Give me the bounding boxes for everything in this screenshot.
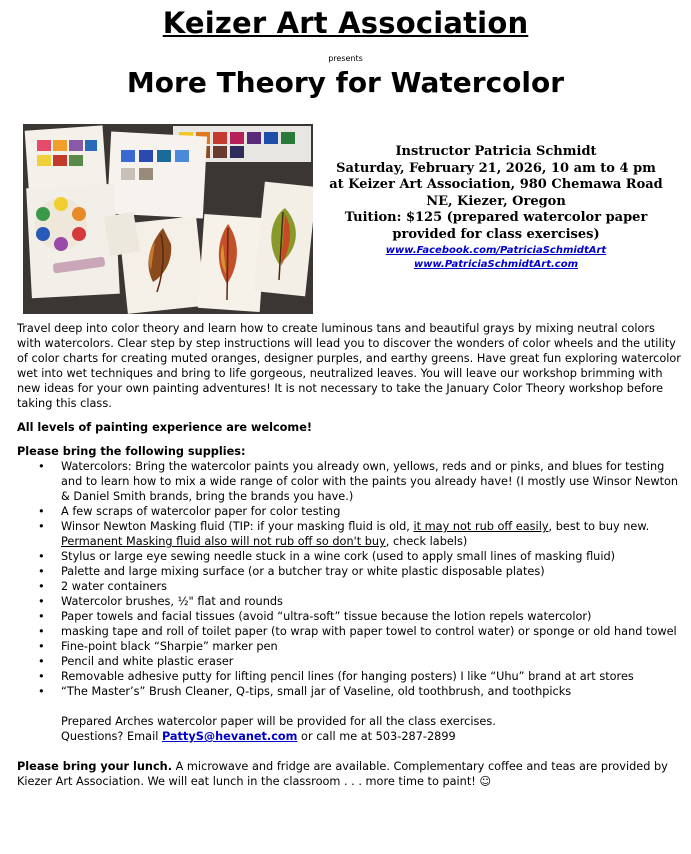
levels-note: All levels of painting experience are welcome!	[17, 421, 313, 434]
supply-item: • 2 water containers	[61, 579, 682, 594]
supply-item: • Fine-point black “Sharpie” marker pen	[61, 639, 682, 654]
supply-item: • Removable adhesive putty for lifting pencil lines (for hanging posters) I like “Uhu” brand at art stores	[61, 669, 682, 684]
supply-item: • Stylus or large eye sewing needle stuck in a wine cork (used to apply small lines of masking fluid)	[61, 549, 682, 564]
lunch-text: A microwave and fridge are available. Complementary coffee and teas are provided by Kiezer Art Association. We will eat lunch in the classroom . . . more time to paint! ☺	[17, 760, 668, 788]
workshop-title: More Theory for Watercolor	[126, 66, 565, 99]
supply-item-underlined: Permanent Masking fluid also will not rub off so don't buy	[61, 535, 386, 548]
supply-item-text: Winsor Newton Masking fluid (TIP: if your masking fluid is old,	[61, 520, 414, 533]
lunch-note	[17, 759, 682, 789]
location-line-1: at Keizer Art Association, 980 Chemawa Road	[329, 177, 663, 192]
lunch-heading: Please bring your lunch.	[17, 760, 173, 773]
paper-note: Prepared Arches watercolor paper will be provided for all the class exercises.	[61, 715, 496, 728]
questions-label: Questions? Email	[61, 730, 162, 743]
workshop-photo	[23, 124, 313, 314]
supply-item: • Watercolors: Bring the watercolor paints you already own, yellows, reds and or pinks, and blues for testing and to learn how to mix a wide range of color with the paints you already have! (I mostly use Winsor Newton & Daniel Smith brands, bring the brands you have.)	[61, 459, 682, 504]
tuition-line-1: Tuition: $125 (prepared watercolor paper	[344, 210, 648, 225]
description-paragraph: Travel deep into color theory and learn how to create luminous tans and beautiful grays by mixing neutral colors with watercolors. Clear step by step instructions will lead you to discover the wonders of color wheels and the utility of color charts for creating muted oranges, designer purples, and earthy greens. Have great fun exploring watercolor wet into wet techniques and bring to life gorgeous, neutralized leaves. You will leave our workshop brimming with new ideas for your own painting adventures! It is not necessary to take the January Color Theory workshop before taking this class.	[17, 322, 681, 410]
email-link[interactable]: PattyS@hevanet.com	[161, 730, 298, 743]
watercolor-collage-image	[23, 124, 313, 314]
supply-item: • “The Master’s” Brush Cleaner, Q-tips, small jar of Vaseline, old toothbrush, and toothpicks	[61, 684, 682, 699]
supply-item: • Paper towels and facial tissues (avoid “ultra-soft” tissue because the lotion repels watercolor)	[61, 609, 682, 624]
supply-item-underlined: it may not rub off easily	[413, 520, 549, 533]
instructor-line: Instructor Patricia Schmidt	[395, 144, 597, 159]
tuition-line-2: provided for class exercises)	[392, 226, 600, 242]
supply-item-text: , check labels)	[385, 535, 468, 548]
website-link[interactable]: www.PatriciaSchmidtArt.com	[413, 259, 579, 270]
supplies-list	[17, 459, 682, 699]
body-text	[17, 321, 682, 789]
facebook-link[interactable]: www.Facebook.com/PatriciaSchmidtArt	[385, 245, 607, 256]
supplies-heading: Please bring the following supplies:	[17, 445, 246, 458]
event-info	[318, 144, 674, 272]
supply-item: • Pencil and white plastic eraser	[61, 654, 682, 669]
phone-text: or call me at 503-287-2899	[297, 730, 456, 743]
location-line-2: NE, Kiezer, Oregon	[426, 193, 566, 209]
supply-item: • masking tape and roll of toilet paper (to wrap with paper towel to control water) or sponge or old hand towel	[61, 624, 682, 639]
supply-item	[61, 519, 682, 549]
supply-item: • Palette and large mixing surface (or a butcher tray or white plastic disposable plates)	[61, 564, 682, 579]
organization-title: Keizer Art Association	[162, 6, 529, 40]
supply-item-text: , best to buy new.	[548, 520, 650, 533]
questions-line	[17, 729, 682, 744]
supply-item: • A few scraps of watercolor paper for color testing	[61, 504, 682, 519]
date-line: Saturday, February 21, 2026, 10 am to 4 pm	[336, 160, 656, 176]
presents-label: presents	[328, 54, 363, 63]
supply-item: • Watercolor brushes, ½" flat and rounds	[61, 594, 682, 609]
